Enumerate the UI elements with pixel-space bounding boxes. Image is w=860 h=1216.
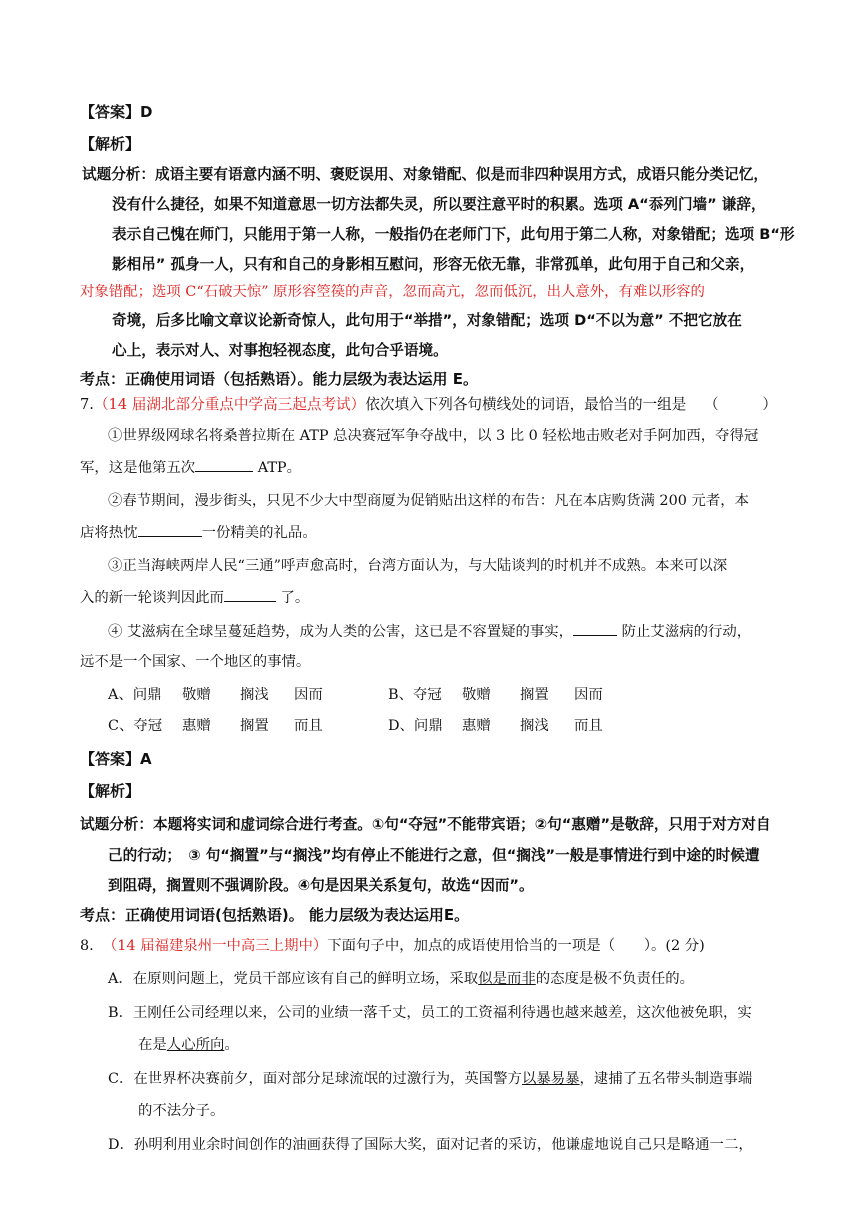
fill-blank-3	[224, 587, 276, 602]
q7-analysis-line-2: 己的行动； ③ 句“搁置”与“搁浅”均有停止不能进行之意，但“搁浅”一般是事情进行到中途的时候遭	[108, 847, 760, 864]
q6-analysis-line-6: 心上，表示对人、对事抱轻视态度，此句合乎语境。	[112, 342, 448, 359]
underlined-idiom: 似是而非	[478, 971, 536, 987]
q7-sentence-4b: 远不是一个国家、一个地区的事情。	[80, 654, 311, 670]
option-word: B、夺冠	[388, 687, 442, 703]
fill-blank-2	[138, 522, 202, 537]
fill-blank-4	[573, 621, 617, 636]
option-word: D、问鼎	[388, 718, 443, 734]
text: A．在原则问题上，党员干部应该有自己的鲜明立场，采取	[108, 971, 479, 987]
q7-answer	[80, 749, 152, 769]
option-word: 惠赠	[462, 718, 491, 734]
option-b[interactable]	[388, 685, 603, 705]
text: 的态度是极不负责任的。	[535, 971, 695, 987]
underlined-idiom: 以暴易暴	[521, 1071, 580, 1087]
q7-sentence-2b	[80, 522, 317, 543]
text: 一份精美的礼品。	[201, 525, 317, 541]
question-number: 7.	[80, 396, 94, 413]
q7-sentence-1b	[80, 457, 301, 478]
answer-label: 【答案】	[80, 103, 141, 121]
text: 了。	[275, 590, 310, 606]
q8-option-c-line-2: 的不法分子。	[138, 1103, 225, 1119]
q7-analysis-label: 【解析】	[80, 782, 141, 800]
q8-option-b-line-1[interactable]: B．王刚任公司经理以来，公司的业绩一落千丈，员工的工资福利待遇也越来越差，这次他被免职，实	[108, 1005, 752, 1021]
question-number: 8.	[80, 938, 94, 954]
q7-kaodian: 考点：正确使用词语(包括熟语)。 能力层级为表达运用E。	[80, 906, 470, 924]
option-word: 搁浅	[520, 718, 549, 734]
option-d[interactable]	[388, 716, 603, 736]
q8-stem	[80, 936, 705, 956]
option-word: 搁置	[520, 687, 549, 703]
option-word: 搁置	[240, 718, 269, 734]
q6-analysis-line-1: 试题分析：成语主要有语意内涵不明、褒贬误用、对象错配、似是而非四种误用方式，成语只能分类记忆，	[82, 166, 768, 183]
text: 防止艾滋病的行动，	[617, 624, 752, 640]
q7-analysis-line-3: 到阻碍，搁置则不强调阶段。④句是因果关系复句，故选“因而”。	[108, 877, 534, 894]
question-stem: 下面句子中，加点的成语使用恰当的一项是（ ）。(2 分)	[327, 938, 705, 954]
fill-blank-1	[195, 457, 253, 472]
text: 军，这是他第五次	[80, 460, 196, 476]
question-source: （14 届湖北部分重点中学高三起点考试）	[93, 396, 366, 413]
text: ATP。	[253, 460, 301, 476]
q6-analysis-label: 【解析】	[80, 135, 141, 153]
option-word: 敬赠	[462, 687, 491, 703]
q6-analysis-red-line: 对象错配；选项 C“石破天惊” 原形容箜篌的声音，忽而高亢，忽而低沉，出人意外，有难以形容的	[80, 284, 705, 300]
q7-stem	[80, 395, 686, 415]
q8-option-a[interactable]	[108, 969, 694, 989]
option-word: 因而	[294, 687, 323, 703]
text: 。	[224, 1037, 239, 1053]
question-stem: 依次填入下列各句横线处的词语，最恰当的一组是	[365, 396, 687, 413]
option-word: 搁浅	[240, 687, 269, 703]
answer-value: D	[140, 103, 153, 121]
text: ，逮捕了五名带头制造事端	[579, 1071, 753, 1087]
q7-sentence-3a: ③正当海峡两岸人民“三通”呼声愈高时，台湾方面认为，与大陆谈判的时机并不成熟。本来可以深	[108, 558, 728, 574]
q8-option-c-line-1[interactable]	[108, 1069, 752, 1089]
option-word: C、夺冠	[108, 718, 163, 734]
option-a[interactable]	[108, 685, 323, 705]
q6-analysis-line-3: 表示自己愧在师门，只能用于第一人称，一般指仍在老师门下，此句用于第二人称，对象错配；选项 B“形	[112, 226, 795, 243]
q7-sentence-2a: ②春节期间，漫步街头，只见不少大中型商厦为促销贴出这样的布告：凡在本店购货满 200 元者，本	[108, 493, 750, 509]
option-word: 因而	[574, 687, 603, 703]
option-c[interactable]	[108, 716, 323, 736]
option-word: 敬赠	[182, 687, 211, 703]
option-word: 惠赠	[182, 718, 211, 734]
option-word: 而且	[294, 718, 323, 734]
q7-sentence-4a	[108, 621, 751, 642]
q7-answer-paren: （ ）	[704, 396, 777, 413]
q6-kaodian: 考点：正确使用词语（包括熟语）。能力层级为表达运用 E。	[80, 370, 478, 388]
underlined-idiom: 人心所向	[166, 1037, 225, 1053]
q8-option-d-line-1[interactable]: D．孙明利用业余时间创作的油画获得了国际大奖，面对记者的采访，他谦虚地说自己只是略通一二，	[108, 1137, 753, 1153]
q7-sentence-1a: ①世界级网球名将桑普拉斯在 ATP 总决赛冠军争夺战中，以 3 比 0 轻松地击败老对手阿加西，夺得冠	[108, 428, 759, 444]
text: C．在世界杯决赛前夕，面对部分足球流氓的过激行为，英国警方	[108, 1071, 522, 1087]
answer-label: 【答案】	[80, 750, 141, 768]
q7-analysis-line-1: 试题分析：本题将实词和虚词综合进行考查。①句“夺冠”不能带宾语；②句“惠赠”是敬辞，只用于对方对自	[80, 816, 771, 833]
answer-value: A	[140, 750, 152, 768]
q6-analysis-line-5: 奇境，后多比喻文章议论新奇惊人，此句用于“举措”，对象错配；选项 D“不以为意” 不把它放在	[112, 312, 742, 329]
text: ④ 艾滋病在全球呈蔓延趋势，成为人类的公害，这已是不容置疑的事实，	[108, 624, 574, 640]
option-word: 而且	[574, 718, 603, 734]
question-source: （14 届福建泉州一中高三上期中）	[102, 938, 328, 954]
text: 店将热忱	[80, 525, 138, 541]
q7-sentence-3b	[80, 587, 309, 608]
q6-analysis-line-2: 没有什么捷径，如果不知道意思一切方法都失灵，所以要注意平时的积累。选项 A“忝列门墙” 谦辞，	[112, 196, 766, 213]
text: 在是	[138, 1037, 167, 1053]
q6-analysis-line-4: 影相吊” 孤身一人，只有和自己的身影相互慰问，形容无依无靠，非常孤单，此句用于自己和父亲，	[112, 256, 755, 273]
text: 入的新一轮谈判因此而	[80, 590, 224, 606]
option-word: A、问鼎	[108, 687, 162, 703]
q6-answer	[80, 102, 152, 122]
q8-option-b-line-2	[138, 1035, 239, 1055]
